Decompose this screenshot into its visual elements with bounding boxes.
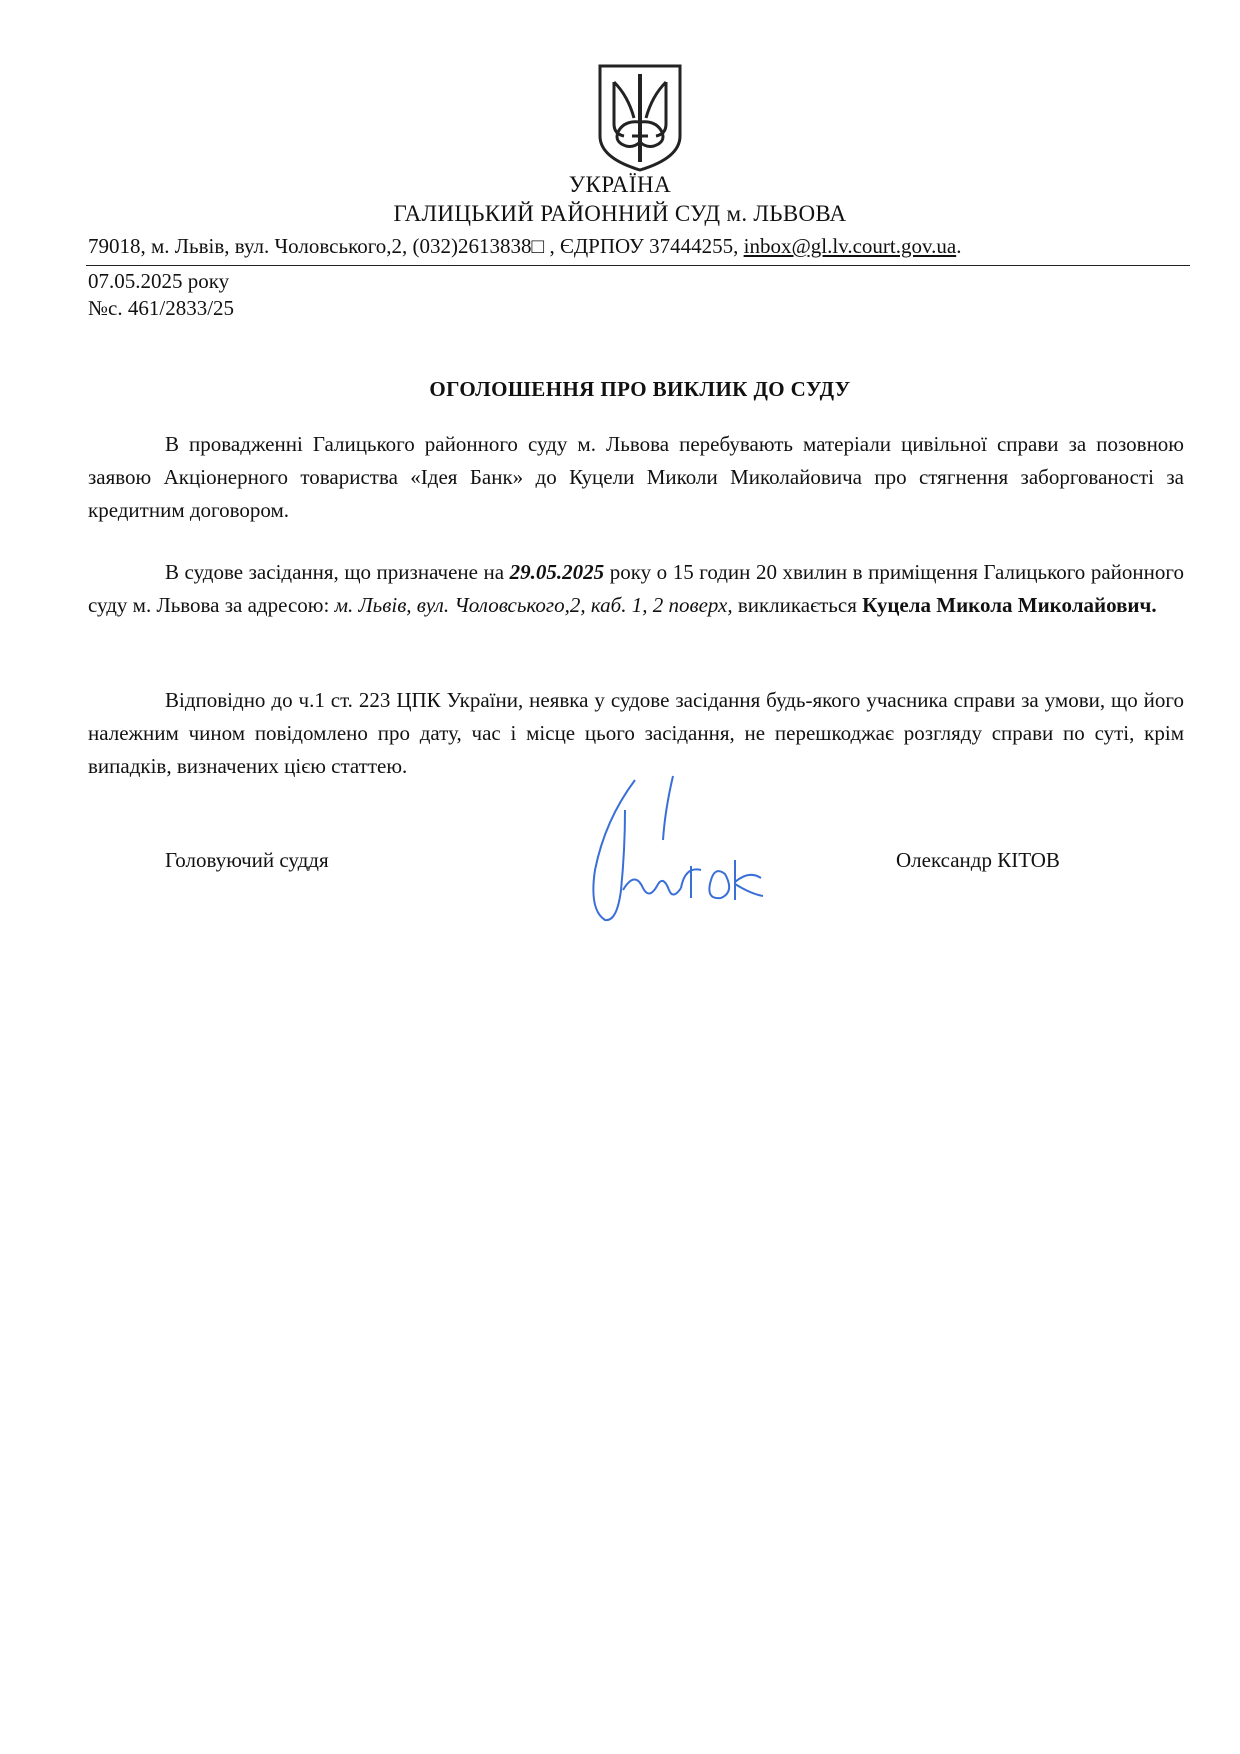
hearing-address: м. Львів, вул. Чоловського,2, каб. 1, 2 поверх, <box>334 593 733 617</box>
defendant-name: Куцела Микола Миколайович. <box>862 593 1157 617</box>
court-name: ГАЛИЦЬКИЙ РАЙОННИЙ СУД м. ЛЬВОВА <box>393 201 847 226</box>
court-address: 79018, м. Львів, вул. Чоловського,2, (032)2613838□ , ЄДРПОУ 37444255, <box>88 234 744 258</box>
document-title: ОГОЛОШЕННЯ ПРО ВИКЛИК ДО СУДУ <box>429 377 851 401</box>
country-name: УКРАЇНА <box>568 172 672 197</box>
case-number: №с. 461/2833/25 <box>88 296 235 320</box>
paragraph-summons <box>88 556 1184 622</box>
hearing-date: 29.05.2025 <box>509 560 605 584</box>
paragraph-proceedings: В провадженні Галицького районного суду м. Львова перебувають матеріали цивільної справи за позовною заявою Акціонерного товариства «Ідея Банк» до Куцели Миколи Миколайовича про стягнення заборгованості за кредитним договором. <box>88 432 1184 522</box>
court-contacts <box>88 234 1188 259</box>
signature-label: Головуючий суддя <box>165 848 329 872</box>
document-date: 07.05.2025 року <box>88 269 230 293</box>
handwritten-signature <box>565 770 785 930</box>
coat-of-arms-icon <box>594 62 686 172</box>
paragraph-legal-note: Відповідно до ч.1 ст. 223 ЦПК України, неявка у судове засідання будь-якого учасника справи за умови, що його належним чином повідомлено про дату, час і місце цього засідання, не перешкоджає розгляду справи по суті, крім випадків, визначених цією статтею. <box>88 688 1184 778</box>
summons-text-1: В судове засідання, що призначене на <box>165 560 510 584</box>
court-email-link[interactable]: inbox@gl.lv.court.gov.ua <box>743 234 957 258</box>
judge-name: Олександр КІТОВ <box>896 848 1060 872</box>
summons-text-2: року о 15 годин 20 хвилин в приміщення Галицького районного суду м. Львова за адресою: <box>88 560 1184 617</box>
address-end: . <box>956 234 962 258</box>
summons-text-3: викликається <box>732 593 863 617</box>
header-divider <box>86 265 1190 266</box>
